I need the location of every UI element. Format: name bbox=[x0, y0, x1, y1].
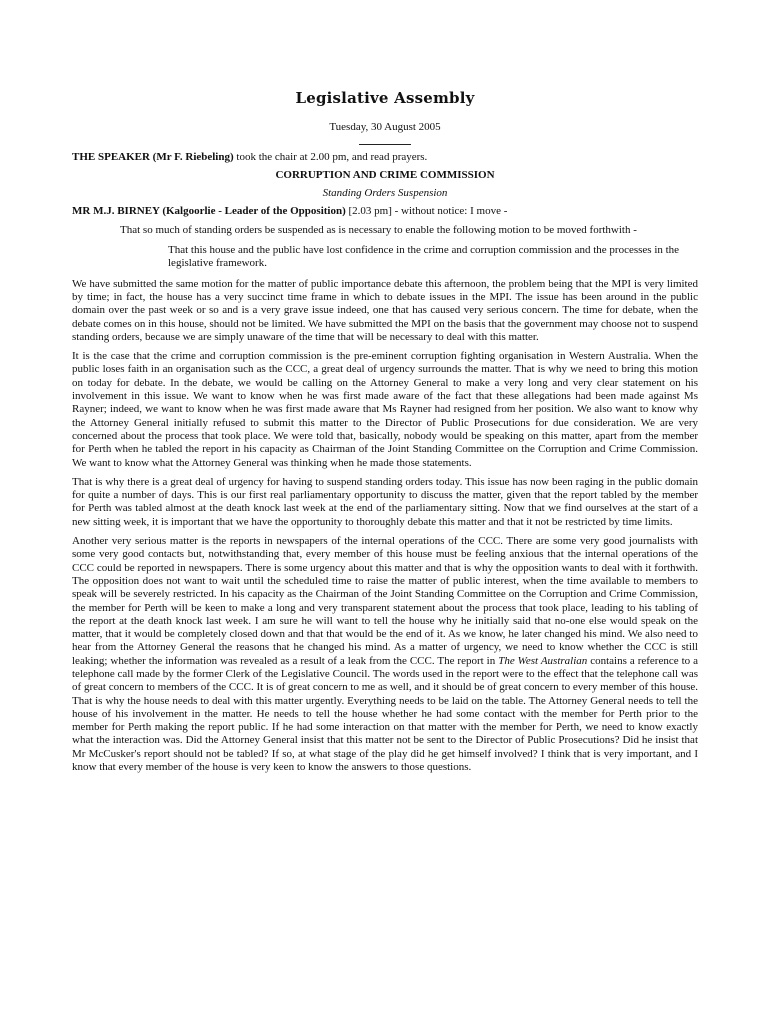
paragraph-1: We have submitted the same motion for the matter of public importance debate this afternoon, the problem being that the MPI is very limited by time; in fact, the house has a very succinct time frame in which to debate issues in the MPI. The issue has been around in the public domain over the past week or so and is a very grave issue indeed, one that has caused very serious concern. The time for debate, when the debate comes on in this house, should not be limited. We have submitted the MPI on the basis that the government may choose not to suspend standing orders, because we are simply unaware of the time that will be necessary to deal with this matter. bbox=[72, 277, 698, 343]
speaker-line bbox=[72, 151, 698, 164]
section-heading: CORRUPTION AND CRIME COMMISSION bbox=[275, 168, 495, 181]
section-subheading: Standing Orders Suspension bbox=[322, 187, 448, 200]
sitting-date: Tuesday, 30 August 2005 bbox=[329, 121, 441, 134]
paragraph-4-part-a: Another very serious matter is the reports in newspapers of the internal operations of the CCC. There are some very good journalists with some very good contacts but, notwithstanding that, every member of this house must be feeling anxious that the internal operations of the CCC could be reported in newspapers. There is some urgency about this matter and that is why the opposition wants to deal with it forthwith. The opposition does not want to wait until the scheduled time to raise the matter of public interest, when the time available to members to speak will be severely restricted. In his capacity as the Chairman of the Joint Standing Committee on the Corruption and Crime Commission, the member for Perth will be keen to make a long and very transparent statement about the process that took place, leading to his tabling of the report at the death knock last week. I am sure he will want to tell the house why he initially said that no-one else would speak on the matter, that it would be completely closed down and that that would be the end of it. As we know, he later changed his mind. We also need to hear from the Attorney General the reasons that he changed his mind. As a matter of urgency, we need to know whether the CCC is still leaking; whether the information was revealed as a result of a leak from the CCC. The report in bbox=[72, 535, 698, 667]
member-name: MR M.J. BIRNEY (Kalgoorlie - Leader of the Opposition) bbox=[72, 205, 346, 218]
motion-text: [2.03 pm] - without notice: I move - bbox=[345, 205, 508, 218]
speaker-name: THE SPEAKER (Mr F. Riebeling) bbox=[72, 150, 234, 163]
paragraph-2: It is the case that the crime and corruption commission is the pre-eminent corruption fighting organisation in Western Australia. When the public loses faith in an organisation such as the CCC, a great deal of urgency surrounds the matter. That is why we need to bring this motion on today for debate. In the debate, we would be calling on the Attorney General to make a very long and very clear statement on his involvement in this issue. We want to know when he was first made aware of the fact that these allegations had been made against Ms Rayner; indeed, we want to know when he was first made aware that Ms Rayner had resigned from her position. We also want to know why the Attorney General initially refused to submit this matter to the Director of Public Prosecutions for due consideration. We are very concerned about the process that took place. We were told that, basically, nobody would be speaking on this matter, apart from the member for Perth when he tabled the report in his capacity as Chairman of the Joint Standing Committee on the Corruption and Crime Commission. We want to know what the Attorney General was thinking when he made those statements. bbox=[72, 350, 698, 469]
hansard-page bbox=[72, 89, 698, 780]
motion-line bbox=[72, 205, 698, 218]
paragraph-4 bbox=[72, 535, 698, 774]
motion-quote-1: That so much of standing orders be suspended as is necessary to enable the following motion to be moved forthwith - bbox=[120, 223, 637, 236]
paragraph-3: That is why there is a great deal of urgency for having to suspend standing orders today. This issue has now been raging in the public domain for quite a number of days. This is our first real parliamentary opportunity to discuss the matter, given that the report tabled by the member for Perth was tabled almost at the death knock last week at the end of the parliamentary sitting. Now that we find ourselves at the start of a new sitting week, it is important that we have the opportunity to thoroughly debate this matter and that it not be restricted by time limits. bbox=[72, 475, 698, 528]
newspaper-name: The West Australian bbox=[498, 654, 588, 667]
speaker-text: took the chair at 2.00 pm, and read prayers. bbox=[233, 150, 428, 163]
page-title: Legislative Assembly bbox=[295, 89, 475, 107]
paragraph-4-part-b: contains a reference to a telephone call made by the former Clerk of the Legislative Council. The words used in the report were to the effect that the telephone call was of great concern to members of the CCC. It is of great concern to me as well, and it should be of great concern to every member of this house. That is why the house needs to deal with this matter urgently. Everything needs to be laid on the table. The Attorney General needs to tell the house of his involvement in the matter. He needs to tell the house whether he had some contact with the member for Perth prior to the member for Perth making the report public. If he had some interaction on that matter with the member for Perth, we need to know exactly what the interaction was. Did the Attorney General insist that this matter not be sent to the Director of Public Prosecutions? Did he insist that Mr McCusker's report should not be tabled? If so, at what stage of the play did he get himself involved? I think that is very important, and I know that every member of the house is very keen to know the answers to those questions. bbox=[72, 654, 698, 774]
divider bbox=[359, 144, 411, 145]
motion-quote-2: That this house and the public have lost confidence in the crime and corruption commission and the processes in the legislative framework. bbox=[168, 244, 680, 270]
